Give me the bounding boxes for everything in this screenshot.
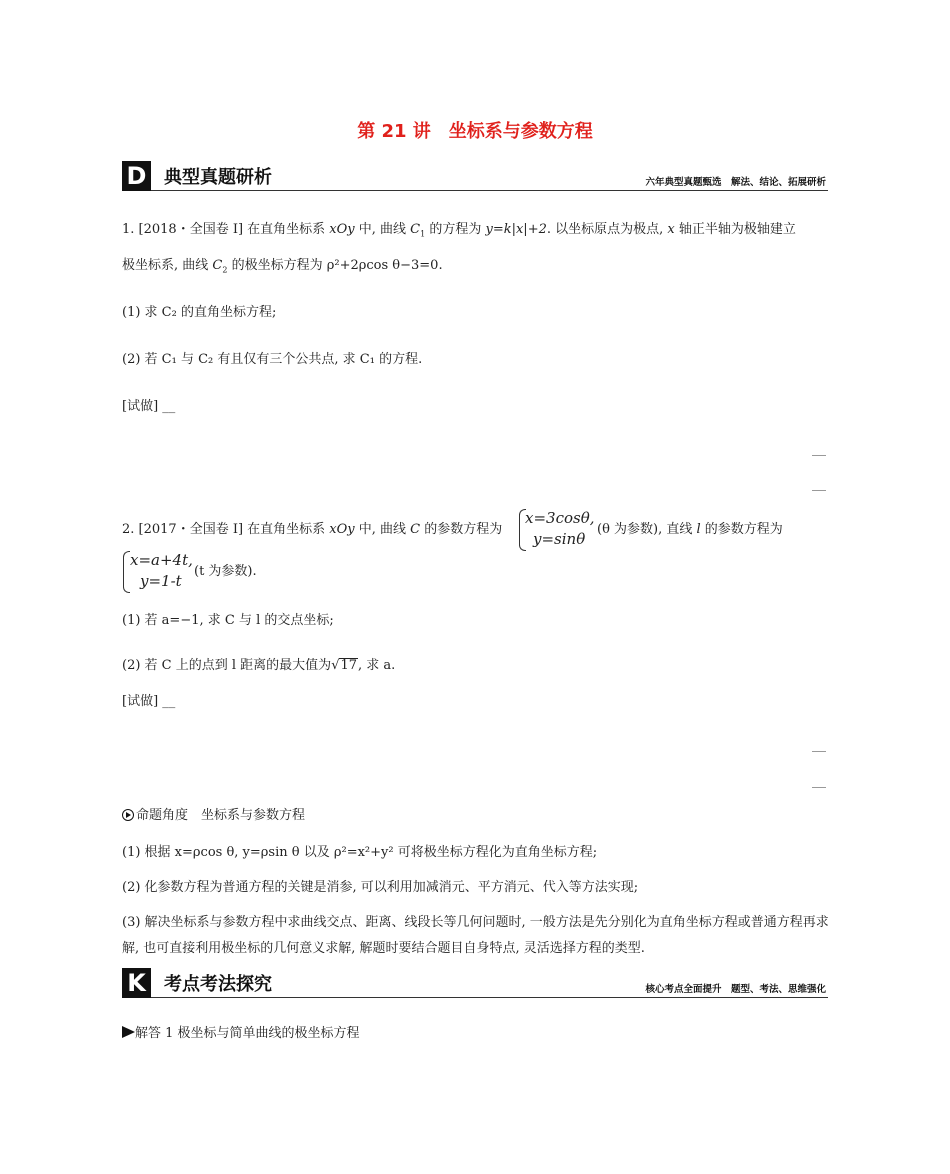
angle-point-3: (3) 解决坐标系与参数方程中求曲线交点、距离、线段长等几何问题时, 一般方法是先分别化为直角坐标方程或普通方程再求解, 也可直接利用极坐标的几何意义求解, 解题时要结合题目自身特点, 灵活选择方程的类型. (122, 915, 829, 956)
q2-text-a: 2. [2017・全国卷 Ⅰ] 在直角坐标系 (122, 522, 330, 537)
q2-line2-tail: (t 为参数). (194, 564, 257, 579)
q2-system2-top: x=a+4t, (130, 551, 193, 569)
answer1-title: 解答 1 极坐标与简单曲线的极坐标方程 (135, 1026, 360, 1041)
q1-line2: 极坐标系, 曲线 $C_2$ 的极坐标方程为 ρ²+2ρcos θ−3=0. (122, 258, 443, 275)
angle-heading (122, 806, 305, 826)
q2-try: [试做] __ (122, 694, 176, 709)
section-header-k (122, 968, 828, 998)
q2-text-c: 的参数方程为 (420, 522, 503, 537)
q1-part2: (2) 若 C₁ 与 C₂ 有且仅有三个公共点, 求 C₁ 的方程. (122, 352, 423, 367)
q2-xoy: xOy (329, 522, 355, 537)
q1-try: [试做] __ (122, 399, 176, 414)
q2-system1-bottom: y=sinθ (533, 530, 586, 548)
q1-text-e: 轴正半轴为极轴建立 (674, 222, 796, 237)
q1-text-c: 的方程为 (425, 222, 486, 237)
answer-line (812, 787, 826, 788)
q2-part1: (1) 若 a=−1, 求 C 与 l 的交点坐标; (122, 613, 334, 628)
angle-point-1: (1) 根据 x=ρcos θ, y=ρsin θ 以及 ρ²=x²+y² 可将极坐标方程化为直角坐标方程; (122, 845, 598, 860)
answer-line (812, 490, 826, 491)
angle-title: 命题角度 坐标系与参数方程 (136, 808, 306, 823)
section-k-title: 考点考法探究 (164, 974, 272, 995)
q2-c: C (410, 522, 421, 537)
q2-system1-top: x=3cosθ, (525, 509, 595, 527)
section-d-subtitle: 六年典型真题甄选 解法、结论、拓展研析 (645, 177, 826, 188)
section-k-subtitle: 核心考点全面提升 题型、考法、思维强化 (645, 984, 826, 995)
answer-line (812, 455, 826, 456)
q2-line1-a (122, 520, 502, 540)
answer1-heading (122, 1024, 360, 1044)
q1-x: x (667, 222, 675, 237)
q1-xoy: xOy (329, 222, 355, 237)
q1-c1: C (410, 222, 421, 237)
section-d-rule (151, 190, 828, 191)
arrow-right-icon (122, 1026, 135, 1038)
q2-part2-a: (2) 若 C 上的点到 l 距离的最大值为 (122, 658, 332, 673)
q1-part1: (1) 求 C₂ 的直角坐标方程; (122, 305, 277, 320)
q2-text-b: 中, 曲线 (354, 522, 411, 537)
page-title: 第 21 讲 坐标系与参数方程 (357, 121, 593, 142)
section-header-d (122, 161, 828, 191)
q2-part2 (122, 656, 395, 676)
q2-system2-bottom: y=1-t (140, 572, 182, 590)
q2-line1-b (597, 520, 783, 540)
play-circle-icon (122, 809, 134, 821)
answer-line (812, 751, 826, 752)
q1-text-a: 1. [2018・全国卷 Ⅰ] 在直角坐标系 (122, 222, 330, 237)
q1-line2-b: 的极坐标方程为 (227, 258, 327, 273)
angle-point-2: (2) 化参数方程为普通方程的关键是消参, 可以利用加减消元、平方消元、代入等方法实现; (122, 880, 639, 895)
system-brace (123, 551, 130, 593)
q2-text-e: 的参数方程为 (700, 522, 783, 537)
q1-polar-equation: ρ²+2ρcos θ−3=0. (326, 258, 443, 273)
q2-text-d: (θ 为参数), 直线 (597, 522, 697, 537)
q1-equation: y=k|x|+2 (485, 222, 547, 237)
q2-sqrt-value: 17 (340, 658, 358, 673)
q1-line1: 1. [2018・全国卷 Ⅰ] 在直角坐标系 xOy 中, 曲线 $C_1$ 的方程为 y=k|x|+2. 以坐标原点为极点, x 轴正半轴为极轴建立 (122, 222, 796, 239)
q1-text-d: . 以坐标原点为极点, (546, 222, 668, 237)
q2-part2-b: , 求 a. (358, 658, 396, 673)
section-k-letter-icon: K (122, 968, 151, 998)
q1-text-b: 中, 曲线 (354, 222, 411, 237)
q1-line2-a: 极坐标系, 曲线 (122, 258, 213, 273)
section-d-letter-icon: D (122, 161, 151, 191)
section-d-title: 典型真题研析 (164, 167, 272, 188)
sqrt-icon: √ (331, 658, 340, 673)
q2-l: l (696, 522, 701, 537)
section-k-rule (151, 997, 828, 998)
